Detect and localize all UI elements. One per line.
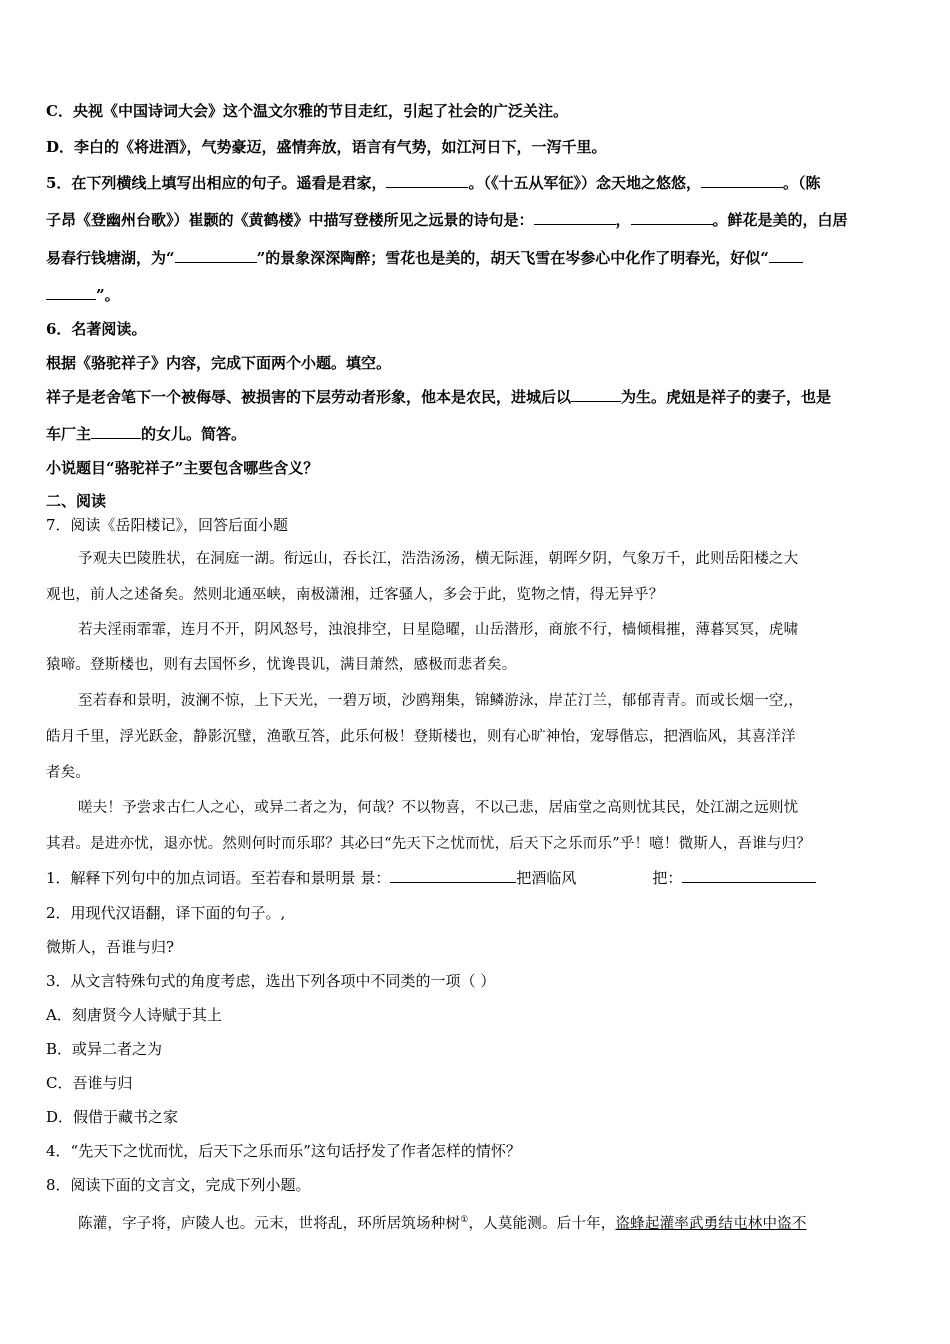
passage-line: 猿啼。登斯楼也，则有去国怀乡，忧谗畏讥，满目萧然，感极而悲者矣。 — [46, 657, 517, 673]
q5-text: ”的景象深深陶醉；雪花也是美的，胡天飞雪在岑参心中化作了明春光，好似“ — [256, 249, 769, 267]
q7-sub-2-sentence: 微斯人，吾谁与归? — [46, 938, 175, 956]
q7-text: 把酒临风 — [516, 869, 577, 887]
q5-line-3 — [46, 248, 803, 268]
q7-title: 7．阅读《岳阳楼记》，回答后面小题 — [46, 516, 289, 534]
blank-input[interactable] — [91, 424, 141, 439]
q5-text: 子昂《登幽州台歌》）崔颢的《黄鹤楼》中描写登楼所见之远景的诗句是： — [46, 211, 534, 229]
q6-intro: 根据《骆驼祥子》内容，完成下面两个小题。填空。 — [46, 354, 392, 372]
q6-text: 为生。虎妞是祥子的妻子，也是 — [621, 388, 832, 406]
section-heading: 二、阅读 — [46, 492, 107, 510]
passage-line: 皓月千里，浮光跃金，静影沉璧，渔歌互答，此乐何极！登斯楼也，则有心旷神怡，宠辱偕忘，把酒临风，其喜洋洋 — [46, 729, 796, 745]
q6-text: 的女儿。简答。 — [141, 425, 247, 443]
passage-line — [78, 1210, 807, 1234]
blank-input[interactable] — [631, 210, 713, 225]
q7-text: 把： — [652, 869, 683, 887]
passage-line: 观也，前人之述备矣。然则北通巫峡，南极潇湘，迁客骚人，多会于此，览物之情，得无异乎？ — [46, 587, 664, 603]
q5-text: 易春行钱塘湖，为“ — [46, 249, 175, 267]
q6-title: 6．名著阅读。 — [46, 320, 147, 338]
blank-input[interactable] — [682, 868, 816, 883]
blank-input[interactable] — [46, 285, 96, 300]
option-b: B．或异二者之为 — [46, 1040, 163, 1058]
passage-text: ，人莫能测。后十年， — [468, 1215, 616, 1232]
blank-input[interactable] — [386, 173, 468, 188]
footnote-mark: ① — [460, 1215, 469, 1225]
q6-line-2 — [46, 424, 246, 444]
q5-line-1 — [46, 173, 820, 193]
q7-sub-2: 2．用现代汉语翻，译下面的句子。, — [46, 904, 286, 922]
option-c: C．央视《中国诗词大会》这个温文尔雅的节目走红，引起了社会的广泛关注。 — [46, 102, 568, 120]
q7-sub-4: 4．“先天下之忧而忧，后天下之乐而乐”这句话抒发了作者怎样的情怀？ — [46, 1142, 521, 1160]
passage-line: 至若春和景明，波澜不惊，上下天光，一碧万顷，沙鸥翔集，锦鳞游泳，岸芷汀兰，郁郁青青。而或长烟一空,， — [78, 693, 804, 709]
passage-line: 若夫淫雨霏霏，连月不开，阴风怒号，浊浪排空，日星隐曜，山岳潜形，商旅不行，樯倾楫摧，薄暮冥冥，虎啸 — [78, 622, 799, 638]
passage-line: 者矣。 — [46, 765, 91, 781]
q5-text: 5．在下列横线上填写出相应的句子。遥看是君家， — [46, 174, 387, 192]
blank-input[interactable] — [175, 248, 257, 263]
blank-input[interactable] — [390, 868, 516, 883]
q6-line-1 — [46, 387, 831, 407]
passage-line: 嗟夫！予尝求古仁人之心，或异二者之为，何哉？不以物喜，不以己悲，居庙堂之高则忧其民，处江湖之远则忧 — [78, 800, 799, 816]
blank-input[interactable] — [534, 210, 616, 225]
option-d: D．李白的《将进酒》，气势豪迈，盛情奔放，语言有气势，如江河日下，一泻千里。 — [46, 138, 607, 156]
passage-line: 其君。是进亦忧，退亦忧。然则何时而乐耶？其必曰“先天下之忧而忧，后天下之乐而乐”乎！噫！微斯人，吾谁与归？ — [46, 836, 811, 852]
blank-input[interactable] — [769, 248, 803, 263]
option-a: A．刻唐贤今人诗赋于其上 — [46, 1006, 222, 1024]
q5-line-4 — [46, 285, 120, 305]
q7-sub-3: 3．从文言特殊句式的角度考虑，选出下列各项中不同类的一项（ ） — [46, 972, 496, 990]
q6-text: 车厂主 — [46, 425, 92, 443]
q6-question: 小说题目“骆驼祥子”主要包含哪些含义？ — [46, 459, 319, 477]
blank-input[interactable] — [701, 173, 783, 188]
q5-text: 。（《十五从军征》）念天地之悠悠， — [468, 174, 701, 192]
q5-text: 。鲜花是美的，白居 — [712, 211, 848, 229]
option-c: C．吾谁与归 — [46, 1074, 133, 1092]
q8-title: 8．阅读下面的文言文，完成下列小题。 — [46, 1176, 311, 1194]
q7-text: 1．解释下列句中的加点词语。至若春和景明景 景： — [46, 869, 391, 887]
q5-text: ”。 — [96, 286, 120, 304]
underlined-text: 盗蜂起灌率武勇结屯林中盗不 — [615, 1215, 807, 1232]
q7-sub-1 — [46, 868, 816, 888]
q5-text: ， — [615, 211, 631, 229]
option-d: D．假借于藏书之家 — [46, 1108, 179, 1126]
q5-text: 。（陈 — [782, 174, 821, 192]
passage-line: 予观夫巴陵胜状，在洞庭一湖。衔远山，吞长江，浩浩汤汤，横无际涯，朝晖夕阴，气象万千，此则岳阳楼之大 — [78, 551, 799, 567]
passage-text: 陈灌，字子将，庐陵人也。元末，世将乱，环所居筑场种树 — [78, 1215, 461, 1232]
q6-text: 祥子是老舍笔下一个被侮辱、被损害的下层劳动者形象，他本是农民，进城后以 — [46, 388, 572, 406]
q5-line-2 — [46, 210, 848, 230]
blank-input[interactable] — [571, 387, 621, 402]
